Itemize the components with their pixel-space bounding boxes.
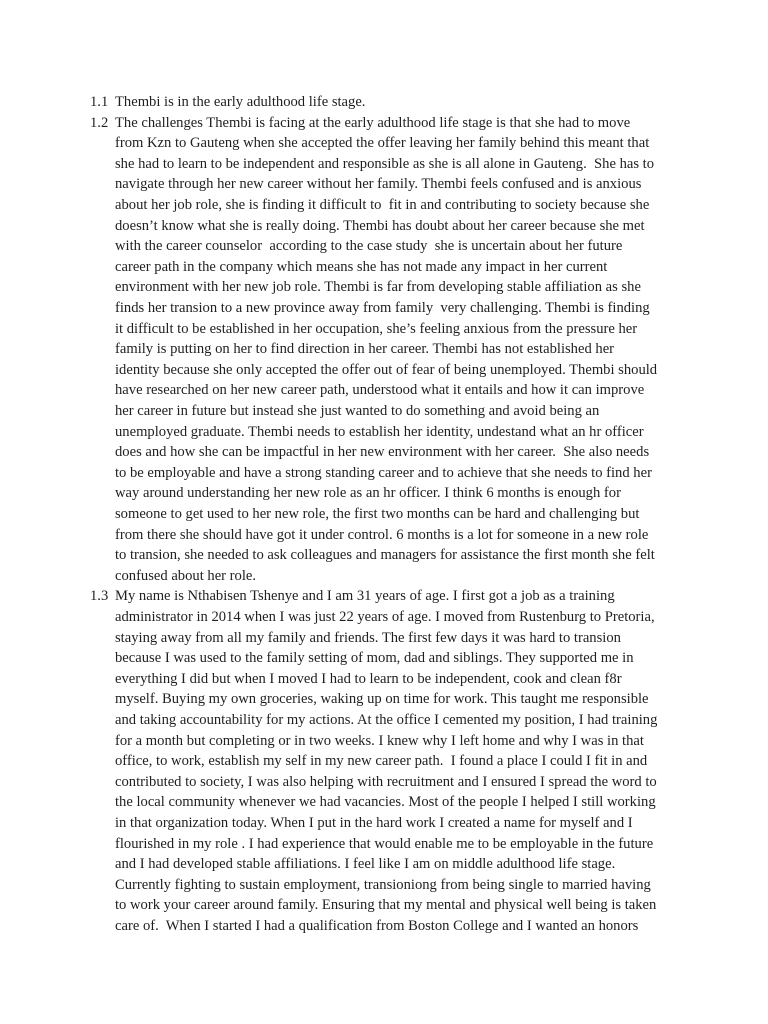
list-item-text-line: flourished in my role . I had experience that would enable me to be employable in the future: [115, 835, 654, 852]
list-item-text-line: unemployed graduate. Thembi needs to establish her identity, undestand what an hr officer: [115, 423, 644, 440]
list-item-number: 1.1: [90, 94, 109, 110]
list-item-text-first-line: Thembi is in the early adulthood life stage.: [115, 94, 366, 110]
list-item-text-line: the local community whenever we had vacancies. Most of the people I helped I still working: [115, 794, 656, 811]
list-item-text-line: it difficult to be established in her occupation, she’s feeling anxious from the pressure her: [115, 320, 638, 337]
list-item-text-line: Currently fighting to sustain employment, transioniong from being single to married having: [115, 876, 651, 893]
list-item-text-line: identity because she only accepted the offer out of fear of being unemployed. Thembi should: [115, 361, 658, 378]
list-item-text-line: her career in future but instead she just wanted to do something and avoid being an: [115, 403, 600, 419]
list-item-text-line: with the career counselor according to the case study she is uncertain about her future: [115, 238, 623, 255]
list-item-text-line: she had to learn to be independent and responsible as she is all alone in Gauteng. She has to: [115, 155, 655, 172]
list-item-text-line: doesn’t know what she is really doing. Thembi has doubt about her career because she met: [115, 217, 645, 234]
list-item-text-line: navigate through her new career without her family. Thembi feels confused and is anxious: [115, 176, 642, 193]
list-item-text-line: in that organization today. When I put in the hard work I created a name for myself and I: [115, 815, 633, 831]
list-item-text-line: office, to work, establish my self in my new career path. I found a place I could I fit in and: [115, 753, 648, 770]
list-item-text-first-line: The challenges Thembi is facing at the early adulthood life stage is that she had to move: [115, 114, 631, 131]
list-item-text-line: and taking accountability for my actions. At the office I cemented my position, I had training: [115, 712, 658, 728]
list-item-text-line: confused about her role.: [115, 567, 257, 584]
list-item-text-line: does and how she can be impactful in her new environment with her career. She also needs: [115, 444, 650, 461]
list-item-text-line: myself. Buying my own groceries, waking up on time for work. This taught me responsible: [115, 691, 649, 708]
list-item-text-line: family is putting on her to find direction in her career. Thembi has not established her: [115, 341, 615, 358]
list-item-text-line: to be employable and have a strong standing career and to achieve that she needs to find her: [115, 464, 652, 481]
list-item-number: 1.3: [90, 588, 109, 605]
list-item-text-line: environment with her new job role. Thembi is far from developing stable affiliation as she: [115, 279, 641, 296]
list-item-text-line: finds her transion to a new province away from family very challenging. Thembi is finding: [115, 300, 650, 316]
list-item-text-line: from Kzn to Gauteng when she accepted the offer leaving her family behind this meant that: [115, 135, 650, 152]
list-item-text-line: to work your career around family. Ensuring that my mental and physical well being is taken: [115, 897, 657, 914]
list-item-text-line: contributed to society, I was also helping with recruitment and I ensured I spread the word to: [115, 773, 657, 790]
list-item-text-line: because I was used to the family setting of mom, dad and siblings. They supported me in: [115, 650, 634, 667]
list-item-text-line: staying away from all my family and friends. The first few days it was hard to transion: [115, 629, 621, 646]
list-item-number: 1.2: [90, 114, 109, 131]
list-item-text-line: everything I did but when I moved I had to learn to be independent, cook and clean f8r: [115, 670, 622, 687]
list-item-text-line: someone to get used to her new role, the first two months can be hard and challenging but: [115, 506, 640, 522]
list-item-text-line: have researched on her new career path, understood what it entails and how it can improve: [115, 382, 645, 399]
list-item-text-first-line: My name is Nthabisen Tshenye and I am 31 years of age. I first got a job as a training: [115, 588, 615, 605]
list-item-text-line: from there she should have got it under control. 6 months is a lot for someone in a new role: [115, 526, 649, 543]
list-item-text-line: way around understanding her new role as an hr officer. I think 6 months is enough for: [115, 485, 621, 502]
list-item-text-line: and I had developed stable affiliations. I feel like I am on middle adulthood life stage.: [115, 856, 616, 873]
list-item-text-line: career path in the company which means she has not made any impact in her current: [115, 258, 608, 275]
list-item-text-line: about her job role, she is finding it difficult to fit in and contributing to society because she: [115, 197, 650, 213]
list-item-text-line: for a month but completing or in two weeks. I knew why I left home and why I was in that: [115, 732, 644, 749]
list-item-text-line: care of. When I started I had a qualification from Boston College and I wanted an honors: [115, 918, 639, 934]
list-item-text-line: administrator in 2014 when I was just 22 years of age. I moved from Rustenburg to Pretoria,: [115, 609, 655, 625]
list-item-text-line: to transion, she needed to ask colleagues and managers for assistance the first month she felt: [115, 547, 655, 564]
